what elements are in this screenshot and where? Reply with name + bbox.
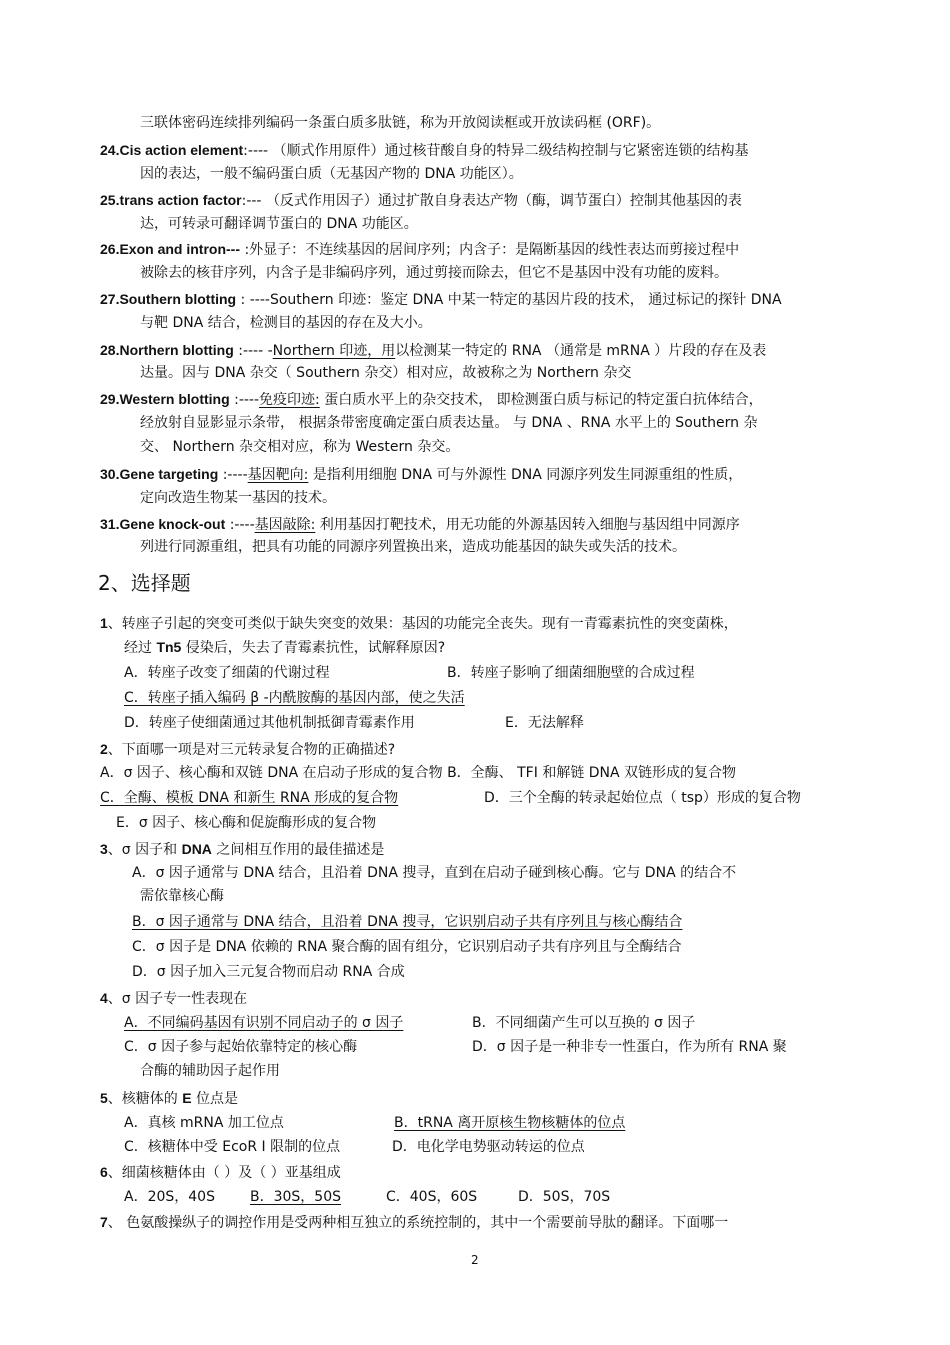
question-number: 4: [100, 990, 108, 1006]
q1-option-a: A．转座子改变了细菌的代谢过程: [124, 665, 330, 681]
question-1: 1、转座子引起的突变可类似于缺失突变的效果：基因的功能完全丧失。现有一青霉素抗性的突变菌株，: [100, 615, 738, 632]
question-number: 3: [100, 841, 108, 857]
section-title: 2、选择题: [98, 571, 191, 595]
term-29-cont: 经放射自显影显示条带， 根据条带密度确定蛋白质表达量。 与 DNA 、RNA 水平上的 Southern 杂: [140, 415, 758, 431]
term-title: 29.Western blotting: [100, 391, 230, 407]
term-25-cont: 达，可转录可翻译调节蛋白的 DNA 功能区。: [140, 216, 418, 232]
q6-option-d: D．50S，70S: [518, 1189, 611, 1205]
q1-option-e: E．无法解释: [505, 715, 584, 731]
term-25: 25.trans action factor:--- （反式作用因子）通过扩散自身表达产物（酶，调节蛋白）控制其他基因的表: [100, 192, 742, 209]
term-underlined: 免疫印迹:: [259, 392, 320, 408]
term-24: 24.Cis action element:---- （顺式作用原件）通过核苷酸自身的特异二级结构控制与它紧密连锁的结构基: [100, 142, 749, 159]
question-7: 7、 色氨酸操纵子的调控作用是受两种相互独立的系统控制的，其中一个需要前导肽的翻译。下面哪一: [100, 1214, 729, 1231]
q2-option-a-b: A．σ 因子、核心酶和双链 DNA 在启动子形成的复合物 B．全酶、 TFI 和解链 DNA 双链形成的复合物: [100, 765, 737, 781]
term-26: 26.Exon and intron--- :外显子：不连续基因的居间序列；内含子：是隔断基因的线性表达而剪接过程中: [100, 241, 740, 258]
q6-option-c: C．40S，60S: [386, 1189, 478, 1205]
q4-option-d-cont: 合酶的辅助因子起作用: [140, 1063, 280, 1079]
term-underlined: 基因敲除:: [254, 517, 316, 533]
q2-option-e: E．σ 因子、核心酶和促旋酶形成的复合物: [116, 815, 377, 831]
term-30: 30.Gene targeting :----基因靶向: 是指利用细胞 DNA 可与外源性 DNA 同源序列发生同源重组的性质，: [100, 466, 743, 483]
q4-option-d: D．σ 因子是一种非专一性蛋白，作为所有 RNA 聚: [472, 1039, 787, 1055]
q2-option-d: D．三个全酶的转录起始位点（ tsp）形成的复合物: [484, 790, 801, 806]
question-4: 4、σ 因子专一性表现在: [100, 990, 248, 1007]
term-title: 26.Exon and intron---: [100, 241, 240, 257]
question-5: 5、核糖体的 E 位点是: [100, 1090, 239, 1107]
term-26-cont: 被除去的核苷序列，内含子是非编码序列，通过剪接而除去，但它不是基因中没有功能的废料。: [140, 265, 728, 281]
q3-option-b: B．σ 因子通常与 DNA 结合，且沿着 DNA 搜寻，它识别启动子共有序列且与核心酶结合: [132, 914, 683, 930]
term-28-cont: 达量。因与 DNA 杂交（ Southern 杂交）相对应，故被称之为 Northern 杂交: [140, 365, 632, 381]
q3-option-a: A．σ 因子通常与 DNA 结合，且沿着 DNA 搜寻，直到在启动子碰到核心酶。它与 DNA 的结合不: [132, 865, 737, 881]
term-29-cont-2: 交、 Northern 杂交相对应，称为 Western 杂交。: [140, 439, 460, 455]
term-28: 28.Northern blotting :---- -Northern 印迹，用以检测某一特定的 RNA （通常是 mRNA ）片段的存在及表: [100, 342, 767, 359]
term-title: 27.Southern blotting: [100, 291, 237, 307]
page-number: 2: [471, 1253, 479, 1267]
question-number: 7: [100, 1214, 108, 1230]
term-title: 25.trans action factor: [100, 192, 242, 208]
term-underlined: 基因靶向:: [247, 467, 309, 483]
term-31: 31.Gene knock-out :----基因敲除: 利用基因打靶技术，用无功能的外源基因转入细胞与基因组中同源序: [100, 516, 740, 533]
term-title: 30.Gene targeting: [100, 466, 219, 482]
term-title: 31.Gene knock-out: [100, 516, 226, 532]
term-29: 29.Western blotting :----免疫印迹: 蛋白质水平上的杂交技术， 即检测蛋白质与标记的特定蛋白抗体结合，: [100, 391, 763, 408]
q1-option-b: B．转座子影响了细菌细胞壁的合成过程: [447, 665, 695, 681]
q6-option-b: B．30S，50S: [250, 1189, 342, 1205]
question-number: 5: [100, 1090, 108, 1106]
q5-option-b: B．tRNA 离开原核生物核糖体的位点: [394, 1115, 626, 1131]
term-title: 28.Northern blotting: [100, 342, 234, 358]
term-title: 24.Cis action element: [100, 142, 244, 158]
q1-option-c: C．转座子插入编码 β -内酰胺酶的基因内部，使之失活: [124, 690, 465, 706]
q2-option-c: C．全酶、模板 DNA 和新生 RNA 形成的复合物: [100, 790, 399, 806]
q3-option-d: D．σ 因子加入三元复合物而启动 RNA 合成: [132, 964, 405, 980]
q3-option-a-cont: 需依靠核心酶: [140, 888, 224, 904]
question-number: 6: [100, 1164, 108, 1180]
question-2: 2、下面哪一项是对三元转录复合物的正确描述?: [100, 741, 396, 758]
q3-option-c: C．σ 因子是 DNA 依赖的 RNA 聚合酶的固有组分，它识别启动子共有序列且与全酶结合: [132, 939, 682, 955]
term-27: 27.Southern blotting : ----Southern 印迹：鉴定 DNA 中某一特定的基因片段的技术， 通过标记的探针 DNA: [100, 291, 782, 308]
q5-option-d: D．电化学电势驱动转运的位点: [392, 1139, 585, 1155]
q5-option-c: C．核糖体中受 EcoR I 限制的位点: [124, 1139, 341, 1155]
q6-option-a: A．20S，40S: [124, 1189, 215, 1205]
term-27-cont: 与靶 DNA 结合，检测目的基因的存在及大小。: [140, 315, 432, 331]
q4-option-a: A．不同编码基因有识别不同启动子的 σ 因子: [124, 1015, 404, 1031]
q4-option-b: B．不同细菌产生可以互换的 σ 因子: [472, 1015, 696, 1031]
term-31-cont: 列进行同源重组，把具有功能的同源序列置换出来，造成功能基因的缺失或失活的技术。: [140, 539, 686, 555]
question-number: 1: [100, 615, 108, 631]
question-3: 3、σ 因子和 DNA 之间相互作用的最佳描述是: [100, 841, 385, 858]
term-underlined: Northern 印迹，用: [272, 343, 396, 359]
question-1-cont: 经过 Tn5 侵染后，失去了青霉素抗性，试解释原因?: [124, 639, 446, 656]
term-30-cont: 定向改造生物某一基因的技术。: [140, 490, 336, 506]
term-24-cont: 因的表达，一般不编码蛋白质（无基因产物的 DNA 功能区）。: [140, 166, 523, 182]
q5-option-a: A．真核 mRNA 加工位点: [124, 1115, 284, 1131]
q1-option-d: D．转座子使细菌通过其他机制抵御青霉素作用: [124, 715, 415, 731]
q4-option-c: C．σ 因子参与起始依靠特定的核心酶: [124, 1039, 358, 1055]
question-6: 6、细菌核糖体由（ ）及（ ）亚基组成: [100, 1164, 341, 1181]
question-number: 2: [100, 741, 108, 757]
orf-continuation: 三联体密码连续排列编码一条蛋白质多肽链，称为开放阅读框或开放读码框 (ORF)。: [140, 115, 661, 131]
